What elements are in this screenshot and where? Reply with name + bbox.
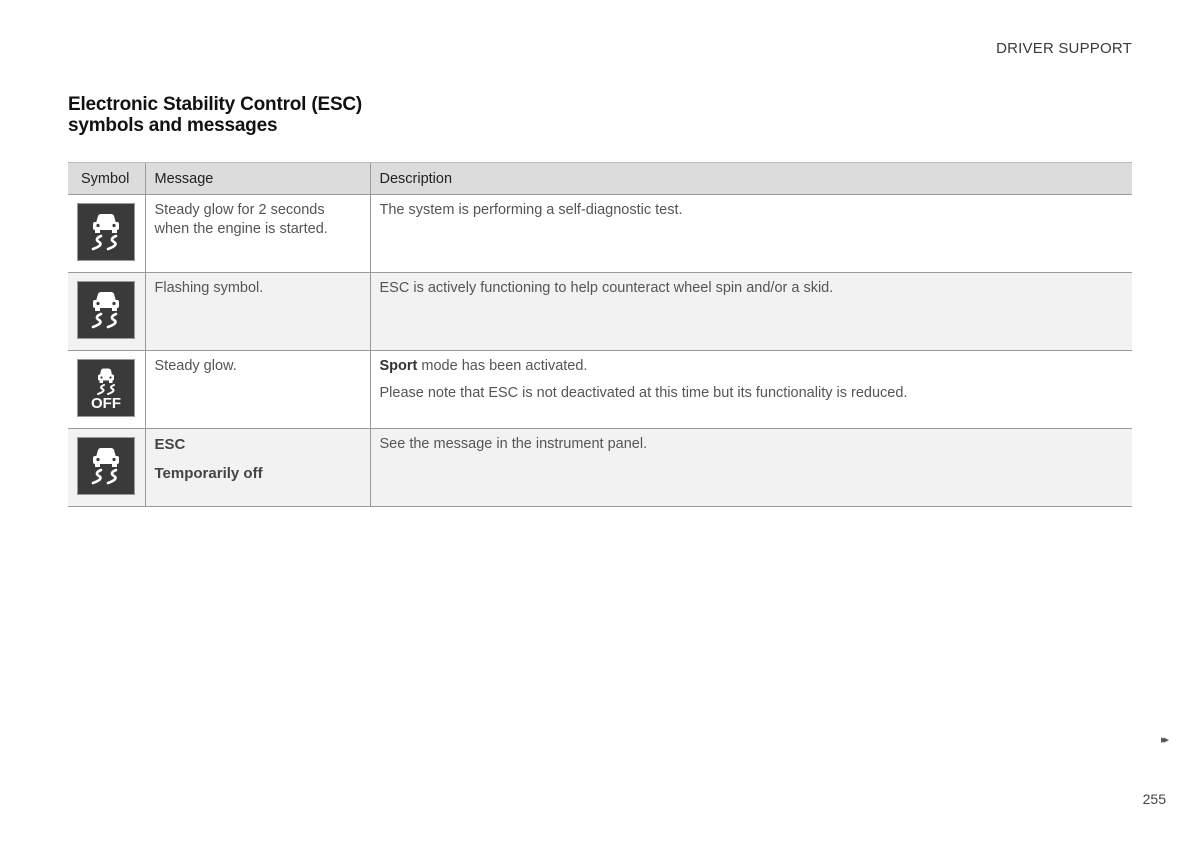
- esc-skid-icon: [77, 437, 135, 495]
- page-title-line-1: Electronic Stability Control (ESC): [68, 94, 363, 115]
- message-temporarily-off: Temporarily off: [154, 465, 263, 482]
- table-row: [68, 351, 1132, 429]
- esc-off-icon: [77, 359, 135, 417]
- off-icon-text: OFF: [91, 395, 121, 411]
- esc-skid-icon: [77, 281, 135, 339]
- description-cell: [370, 351, 1132, 429]
- page-title-line-2: symbols and messages: [68, 115, 278, 136]
- description-text: mode has been activated.: [417, 358, 588, 374]
- description-cell: The system is performing a self-diagnostic test.: [370, 195, 1132, 273]
- double-chevron-right-icon: ▸▸: [1160, 734, 1166, 746]
- page-number: 255: [1142, 791, 1166, 807]
- table-header-row: [68, 163, 1132, 195]
- header-symbol: Symbol: [68, 163, 145, 195]
- message-esc: ESC: [154, 436, 186, 453]
- description-note: Please note that ESC is not deactivated at this time but its functionality is reduced.: [379, 385, 908, 401]
- message-cell: [145, 429, 370, 507]
- header-description: Description: [370, 163, 1132, 195]
- symbol-cell: [68, 429, 145, 507]
- message-cell: Steady glow for 2 seconds when the engine is started.: [145, 195, 370, 273]
- description-cell: See the message in the instrument panel.: [370, 429, 1132, 507]
- symbol-cell: [68, 195, 145, 273]
- section-header: DRIVER SUPPORT: [996, 40, 1132, 57]
- message-cell: Steady glow.: [145, 351, 370, 429]
- esc-skid-icon: [77, 203, 135, 261]
- message-cell: Flashing symbol.: [145, 273, 370, 351]
- page-title: [68, 94, 362, 136]
- description-cell: ESC is actively functioning to help counteract wheel spin and/or a skid.: [370, 273, 1132, 351]
- header-message: Message: [145, 163, 370, 195]
- table-row: [68, 429, 1132, 507]
- symbol-cell: [68, 273, 145, 351]
- description-line: [380, 357, 1124, 376]
- esc-symbols-table: [68, 162, 1132, 507]
- symbol-cell: [68, 351, 145, 429]
- table-row: [68, 273, 1132, 351]
- sport-mode-label: Sport: [379, 358, 418, 374]
- table-row: [68, 195, 1132, 273]
